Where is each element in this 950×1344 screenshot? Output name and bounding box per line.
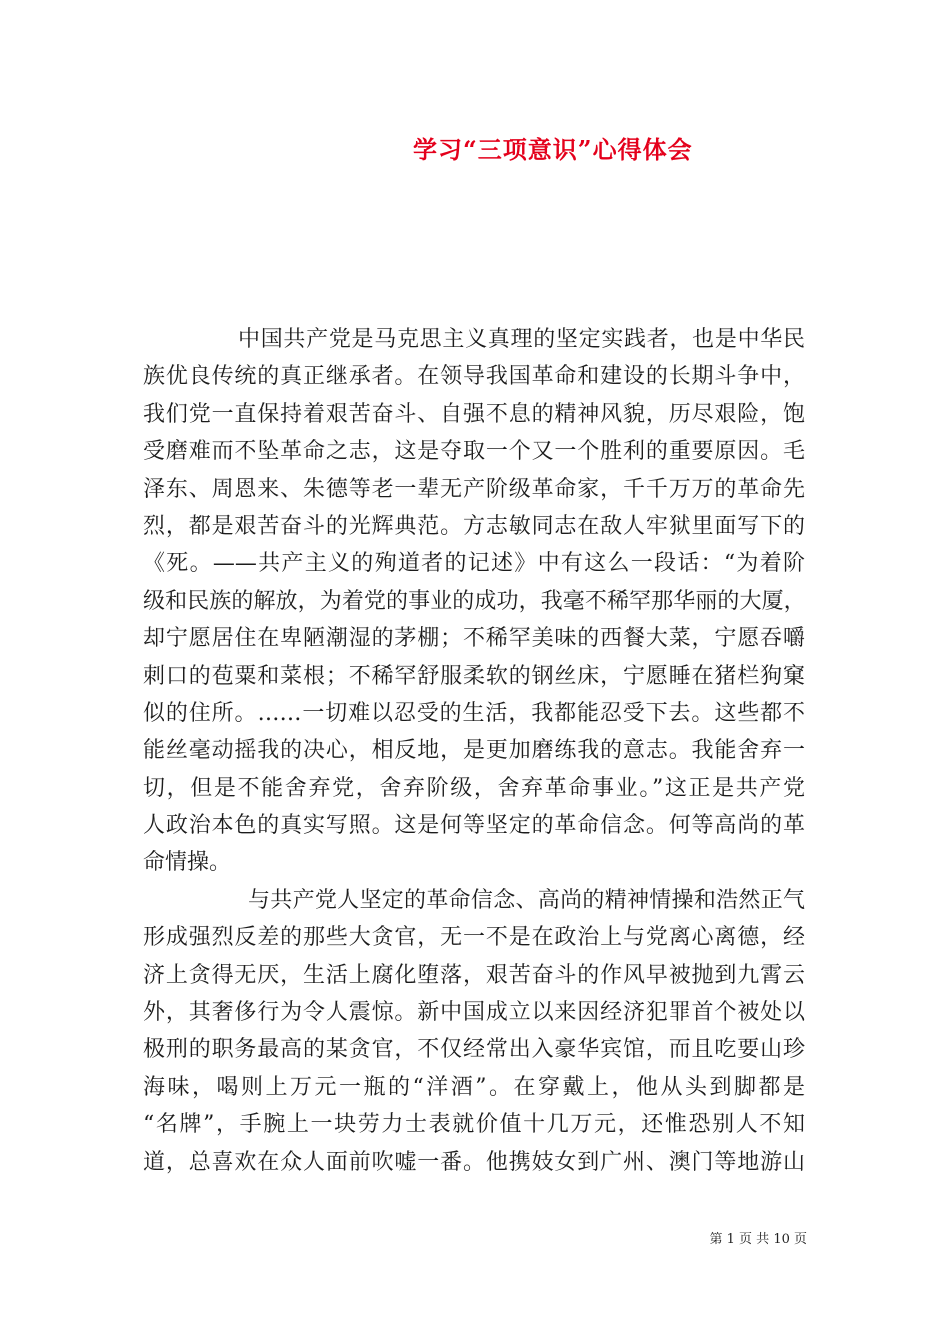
body-line: 刺口的苞粟和菜根；不稀罕舒服柔软的钢丝床，宁愿睡在猪栏狗窠 bbox=[143, 663, 805, 689]
document-body bbox=[143, 321, 805, 1181]
body-line: 与共产党人坚定的革命信念、高尚的精神情操和浩然正气 bbox=[248, 887, 805, 913]
body-line: 似的住所。……一切难以忍受的生活，我都能忍受下去。这些都不 bbox=[143, 700, 805, 726]
body-line: 烈，都是艰苦奋斗的光辉典范。方志敏同志在敌人牢狱里面写下的 bbox=[143, 513, 805, 539]
body-line: 我们党一直保持着艰苦奋斗、自强不息的精神风貌，历尽艰险，饱 bbox=[143, 401, 805, 427]
body-line: 族优良传统的真正继承者。在领导我国革命和建设的长期斗争中， bbox=[143, 364, 805, 390]
page-number-footer: 第 1 页 共 10 页 bbox=[709, 1232, 807, 1247]
body-line: 切，但是不能舍弃党，舍弃阶级，舍弃革命事业。”这正是共产党 bbox=[143, 775, 805, 801]
body-line: 道，总喜欢在众人面前吹嘘一番。他携妓女到广州、澳门等地游山 bbox=[143, 1149, 805, 1175]
body-line: 极刑的职务最高的某贪官，不仅经常出入豪华宾馆，而且吃要山珍 bbox=[143, 1037, 805, 1063]
body-line: 《死。——共产主义的殉道者的记述》中有这么一段话：“为着阶 bbox=[143, 551, 805, 577]
body-line: 能丝毫动摇我的决心，相反地，是更加磨练我的意志。我能舍弃一 bbox=[143, 738, 805, 764]
page-title: 学习“三项意识”心得体会 bbox=[413, 135, 693, 164]
body-line: 级和民族的解放，为着党的事业的成功，我毫不稀罕那华丽的大厦， bbox=[143, 588, 805, 614]
body-line: 海味，喝则上万元一瓶的“洋酒”。在穿戴上，他从头到脚都是 bbox=[143, 1074, 805, 1100]
body-line: 人政治本色的真实写照。这是何等坚定的革命信念。何等高尚的革 bbox=[143, 813, 805, 839]
body-line: 受磨难而不坠革命之志，这是夺取一个又一个胜利的重要原因。毛 bbox=[143, 439, 805, 465]
body-line: 命情操。 bbox=[143, 850, 232, 876]
body-line: 中国共产党是马克思主义真理的坚定实践者，也是中华民 bbox=[238, 327, 805, 352]
body-line: “名牌”，手腕上一块劳力士表就价值十几万元，还惟恐别人不知 bbox=[143, 1112, 805, 1138]
paragraph bbox=[143, 882, 805, 1181]
body-line: 却宁愿居住在卑陋潮湿的茅棚；不稀罕美味的西餐大菜，宁愿吞嚼 bbox=[143, 626, 805, 652]
body-line: 济上贪得无厌，生活上腐化堕落，艰苦奋斗的作风早被抛到九霄云 bbox=[143, 962, 805, 988]
paragraph bbox=[143, 321, 805, 882]
body-line: 泽东、周恩来、朱德等老一辈无产阶级革命家，千千万万的革命先 bbox=[143, 476, 805, 502]
body-line: 形成强烈反差的那些大贪官，无一不是在政治上与党离心离德，经 bbox=[143, 925, 805, 951]
body-line: 外，其奢侈行为令人震惊。新中国成立以来因经济犯罪首个被处以 bbox=[143, 1000, 805, 1026]
